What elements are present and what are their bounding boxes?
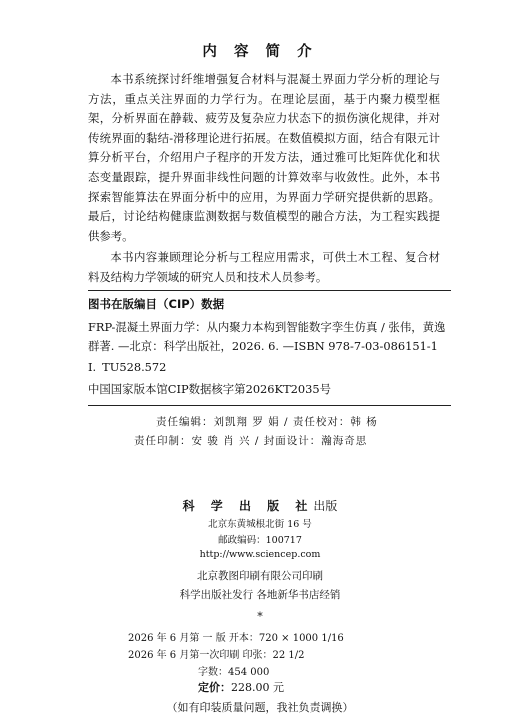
publisher-name: 科 学 出 版 社 [182, 499, 314, 513]
price [198, 679, 284, 695]
edition-spec-line-1: 2026 年 6 月第 一 版 开本：720 × 1000 1/16 [128, 633, 344, 644]
separator-star: * [257, 610, 263, 623]
cip-classification-code: TU528.572 [102, 360, 167, 374]
divider-bottom [88, 405, 451, 406]
intro-paragraph-2-text: 本书内容兼顾理论分析与工程应用需求，可供土木工程、复合材料及结构力学领域的研究人员和技术人员参考。 [88, 250, 440, 284]
publisher-postcode: 邮政编码：100717 [218, 535, 302, 546]
printer-line: 北京教图印刷有限公司印刷 [197, 570, 323, 582]
publisher-url: http://www.sciencep.com [199, 549, 321, 560]
cip-cn-record: 中国国家版本馆CIP数据核字第2026KT2035号 [88, 382, 332, 396]
page-title: 内 容 简 介 [202, 43, 318, 60]
publisher-name-line [0, 497, 520, 514]
cip-classification [88, 360, 166, 374]
edition-spec-line-2: 2026 年 6 月第一次印刷 印张：22 1/2 [128, 650, 305, 661]
cip-roman-numeral: Ⅰ. [88, 360, 97, 374]
cip-record: FRP-混凝土界面力学：从内聚力本构到智能数字孪生仿真 / 张伟，黄逸群著. —北京：科学出版社，2026. 6. —ISBN 978-7-03-086151-1 [88, 320, 446, 353]
credits-production: 责任印制：安 骏 肖 兴 / 封面设计：瀚海奇思 [134, 435, 368, 447]
intro-paragraph-1-text: 本书系统探讨纤维增强复合材料与混凝土界面力学分析的理论与方法，重点关注界面的力学行为。在理论层面，基于内聚力模型框架，分析界面在静载、疲劳及复杂应力状态下的损伤演化规律，并对传统界面的黏结-滑移理论进行拓展。在数值模拟方面，结合有限元计算分析平台，介绍用户子程序的开发方法，通过雅可比矩阵优化和状态变量跟踪，提升界面非线性问题的计算效率与收敛性。此外，本书探索智能算法在界面分析中的应用，为界面力学研究提供新的思路。最后，讨论结构健康监测数据与数值模型的融合方法，为工程实践提供参考。 [88, 72, 440, 243]
word-count: 字数：454 000 [198, 667, 270, 678]
intro-paragraph-1 [88, 70, 440, 246]
publisher-address: 北京东黄城根北街 16 号 [208, 519, 312, 530]
intro-paragraph-2 [88, 248, 440, 287]
publisher-suffix: 出版 [313, 499, 338, 513]
distribution-line: 科学出版社发行 各地新华书店经销 [179, 589, 341, 601]
credits-editors: 责任编辑：刘凯翔 罗 娟 / 责任校对：韩 杨 [156, 416, 378, 428]
price-value: 228.00 元 [231, 681, 284, 694]
divider-top [88, 290, 451, 291]
cip-heading: 图书在版编目（CIP）数据 [88, 297, 225, 311]
price-label: 定价： [198, 681, 231, 694]
quality-note: （如有印装质量问题，我社负责调换） [166, 701, 354, 714]
